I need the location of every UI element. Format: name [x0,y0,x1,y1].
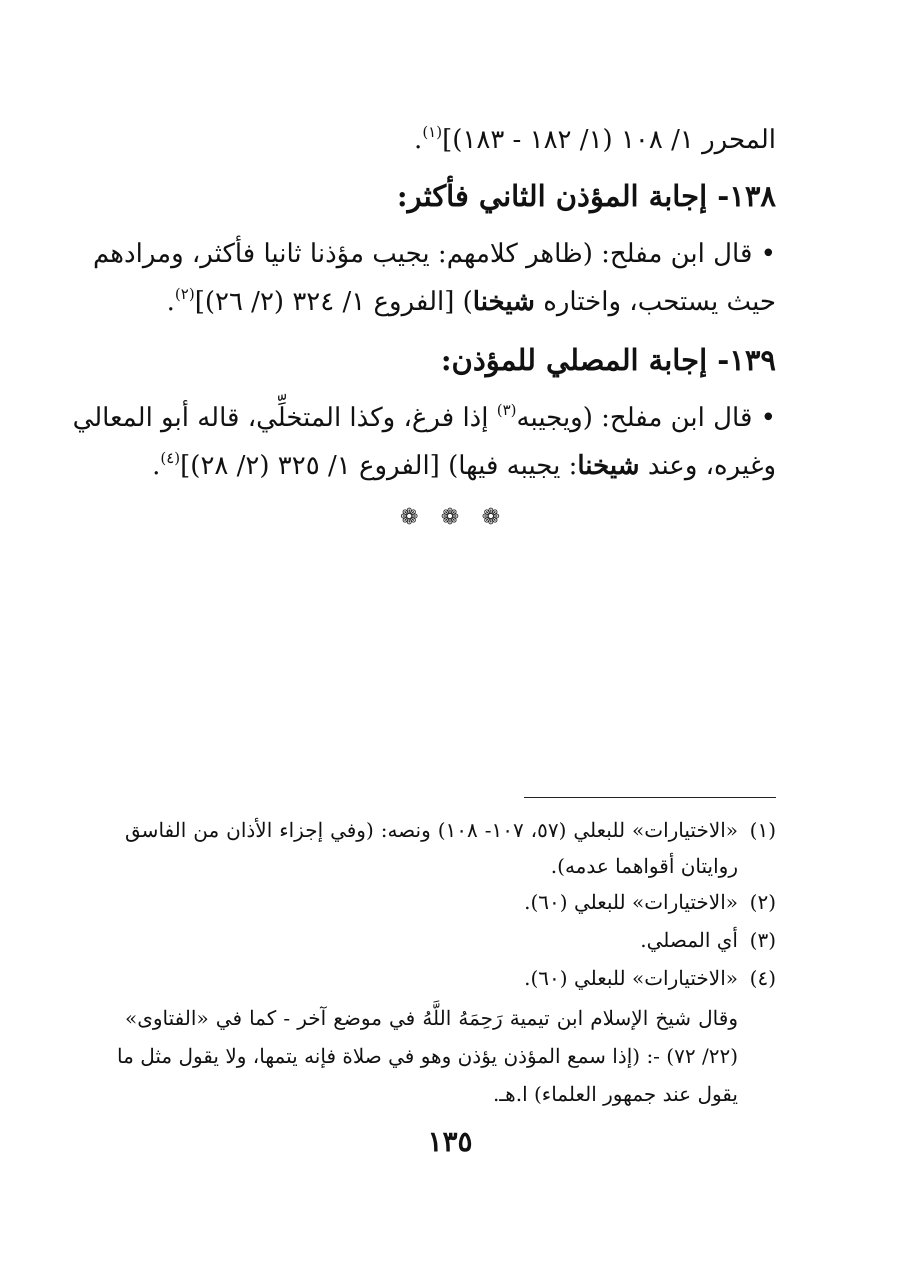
section-heading-139: ١٣٩- إجابة المصلي للمؤذن: [440,343,776,377]
footnote-4: (٤)«الاختيارات» للبعلي (٦٠). [524,962,776,994]
flower-ornament-icon: ❁ [481,505,500,530]
paragraph-138-line-1: • قال ابن مفلح: (ظاهر كلامهم: يجيب مؤذنا ثانيا فأكثر، ومرادهم [93,239,776,269]
footnote-ref-1[interactable]: (١) [422,123,443,141]
footnote-separator [524,797,776,798]
section-heading-138: ١٣٨- إجابة المؤذن الثاني فأكثر: [396,179,776,213]
footnote-1: (١)«الاختيارات» للبعلي (٥٧، ١٠٧- ١٠٨) ونصه: (وفي إجزاء الأذان من الفاسق [125,814,776,846]
section-divider [400,504,500,532]
paragraph-139-line-1: • قال ابن مفلح: (ويجيبه$^{(٣)}$ إذا فرغ، وكذا المتخلِّي، قاله أبو المعالي [72,401,776,433]
footnote-ref-3[interactable]: (٣) [496,401,517,419]
paragraph-139-line-2: وغيره، وعند شيخنا: يجيبه فيها) [الفروع ١/ ٣٢٥ (٢/ ٢٨)]$^{(٤)}$. [152,449,776,481]
footnote-number: (٢) [749,890,776,914]
footnote-4-quote-line-1: وقال شيخ الإسلام ابن تيمية رَحِمَهُ اللَّهُ في موضع آخر - كما في «الفتاوى» [125,1006,738,1030]
footnote-number: (٤) [749,966,776,990]
footnote-ref-2[interactable]: (٢) [174,285,195,303]
footnote-1-continued: روايتان أقواهما عدمه). [550,854,738,878]
footnote-4-quote-line-2: (٢٢/ ٧٢) -: (إذا سمع المؤذن يؤذن وهو في صلاة فإنه يتمها، ولا يقول مثل ما [117,1044,738,1068]
footnote-number: (١) [749,818,777,842]
footnote-2: (٢)«الاختيارات» للبعلي (٦٠). [524,886,776,918]
flower-ornament-icon: ❁ [400,505,419,530]
page-number: ١٣٥ [427,1125,473,1158]
shaykhuna-bold: شيخنا [472,287,535,317]
paragraph-138-line-2: حيث يستحب، واختاره شيخنا) [الفروع ١/ ٣٢٤ (٢/ ٢٦)]$^{(٢)}$. [166,285,776,317]
footnote-number: (٣) [749,928,776,952]
footnote-3: (٣)أي المصلي. [640,924,776,956]
shaykhuna-bold: شيخنا [577,451,640,481]
footnote-ref-4[interactable]: (٤) [160,449,181,467]
footnote-4-quote-line-3: يقول عند جمهور العلماء) ا.هـ. [492,1082,738,1106]
flower-ornament-icon: ❁ [440,505,460,530]
citation-line: المحرر ١/ ١٠٨ (١/ ١٨٢ - ١٨٣)]$^{(١)}$. [414,123,776,155]
